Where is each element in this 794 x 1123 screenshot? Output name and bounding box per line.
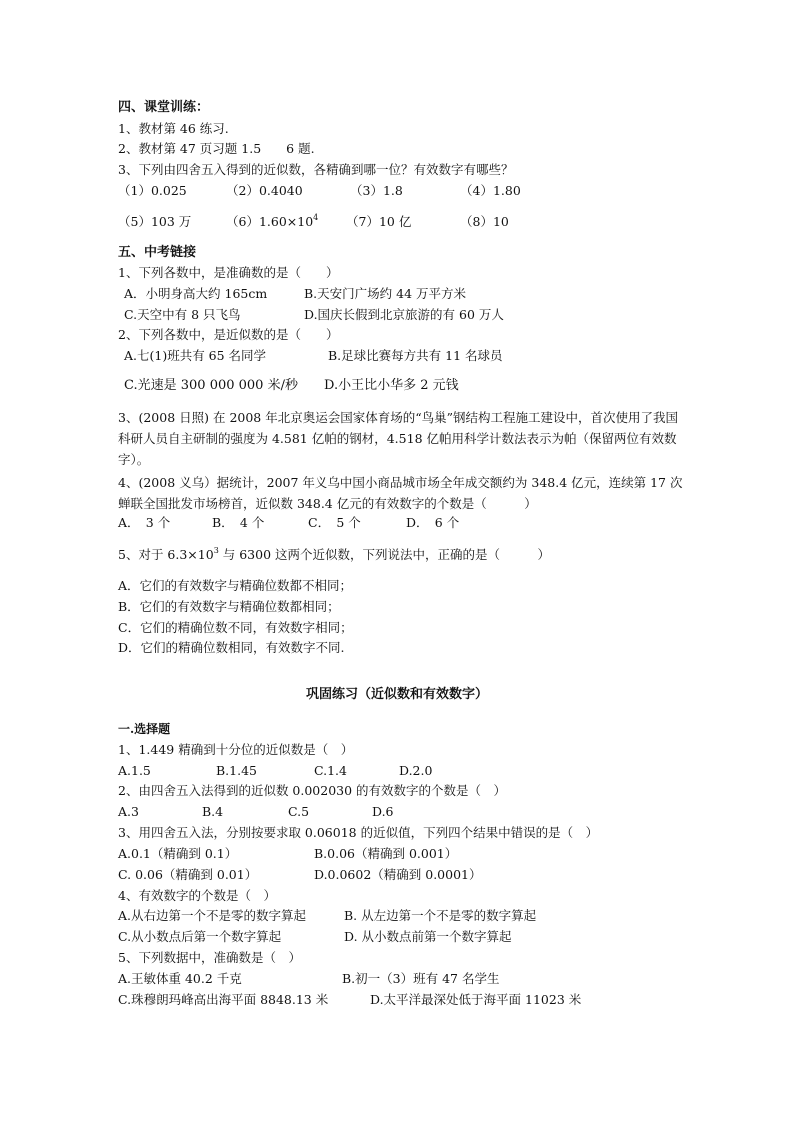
option: C.珠穆朗玛峰高出海平面 8848.13 米 [118,992,329,1007]
option: C.从小数点后第一个数字算起 [118,929,282,944]
section5-heading: 五、中考链接 [118,245,197,260]
q4-text: 4、(2008 义乌）据统计，2007 年义乌中国小商品城市场全年成交额约为 348.4 亿元，连续第 17 次蝉联全国批发市场榜首，近似数 348.4 亿元的有效数字的个数是（ ） [118,475,683,511]
option: A.1.5 [118,763,151,778]
option: A.0.1（精确到 0.1） [118,846,238,861]
q5-text-end: 与 6300 这两个近似数，下列说法中，正确的是（ ） [218,547,551,562]
q5-option-c: C．它们的精确位数不同，有效数字相同； [118,620,353,635]
option: （1）0.025 [118,183,187,198]
p3-text: 3、用四舍五入法，分别按要求取 0.06018 的近似值，下列四个结果中错误的是（ ） [118,825,599,840]
q5-option-d: D．它们的精确位数相同，有效数字不同. [118,640,345,655]
p5-text: 5、下列数据中，准确数是（ ） [118,950,301,965]
q5-text [118,547,550,563]
option: C. 0.06（精确到 0.01） [118,867,258,882]
section4-item-3: 3、下列由四舍五入得到的近似数，各精确到哪一位？有效数字有哪些？ [118,162,514,177]
option: A.王敏体重 40.2 千克 [118,971,242,986]
option: C.5 [288,804,310,819]
option: B.足球比赛每方共有 11 名球员 [328,348,503,363]
q1-text: 1、下列各数中，是准确数的是（ ） [118,265,339,280]
option: B.0.06（精确到 0.001） [314,846,458,861]
option: （5）103 万 [118,214,192,229]
option: （2）0.4040 [226,183,303,198]
p1-text: 1、1.449 精确到十分位的近似数是（ ） [118,742,354,757]
option: B.4 [202,804,224,819]
option: C.天空中有 8 只飞鸟 [124,307,241,322]
option: A.从右边第一个不是零的数字算起 [118,908,307,923]
option-exponent: 4 [313,213,319,222]
practice-title: 巩固练习（近似数和有效数字） [305,687,488,702]
option: B． 4 个 [212,515,265,530]
q5-exponent: 3 [213,546,219,555]
option: C.1.4 [314,763,347,778]
q5-option-b: B．它们的有效数字与精确位数都相同； [118,599,340,614]
option: B.初一（3）班有 47 名学生 [342,971,500,986]
section4-heading: 四、课堂训练： [118,100,210,115]
option: D.太平洋最深处低于海平面 11023 米 [370,992,582,1007]
option: （8）10 [460,214,509,229]
option: D.6 [372,804,394,819]
option: A.3 [118,804,139,819]
option: B.天安门广场约 44 万平方米 [304,286,467,301]
option: （7）10 亿 [346,214,412,229]
option: （3）1.8 [350,183,403,198]
option: D.2.0 [399,763,433,778]
q3-text: 3、(2008 日照) 在 2008 年北京奥运会国家体育场的“鸟巢”钢结构工程施工建设中，首次使用了我国科研人员自主研制的强度为 4.581 亿帕的钢材，4.518 亿帕用科学计数法表示为帕（保留两位有效数字）。 [118,410,679,467]
section4-item-1: 1、教材第 46 练习. [118,121,229,136]
option-base: （6）1.60×10 [226,214,314,229]
option: D.国庆长假到北京旅游的有 60 万人 [304,307,504,322]
option: B. 从左边第一个不是零的数字算起 [344,908,537,923]
option: D． 6 个 [406,515,460,530]
option: D.小王比小华多 2 元钱 [324,378,459,393]
option: （4）1.80 [460,183,521,198]
q5-text-start: 5、对于 6.3×10 [118,547,214,562]
practice-subheading: 一.选择题 [118,722,171,736]
option: D. 从小数点前第一个数字算起 [344,929,512,944]
option: A． 3 个 [118,515,171,530]
option: B.1.45 [216,763,257,778]
option: C.光速是 300 000 000 米/秒 [124,378,298,393]
q2-text: 2、下列各数中，是近似数的是（ ） [118,327,339,342]
p4-text: 4、有效数字的个数是（ ） [118,888,276,903]
option: C． 5 个 [308,515,361,530]
option: D.0.0602（精确到 0.0001） [314,867,482,882]
p2-text: 2、由四舍五入法得到的近似数 0.002030 的有效数字的个数是（ ） [118,783,507,798]
option [226,214,318,230]
option: A.七(1)班共有 65 名同学 [124,348,267,363]
q5-option-a: A．它们的有效数字与精确位数都不相同； [118,578,353,593]
option: A．小明身高大约 165cm [124,286,268,301]
section4-item-2: 2、教材第 47 页习题 1.5 6 题. [118,141,315,156]
